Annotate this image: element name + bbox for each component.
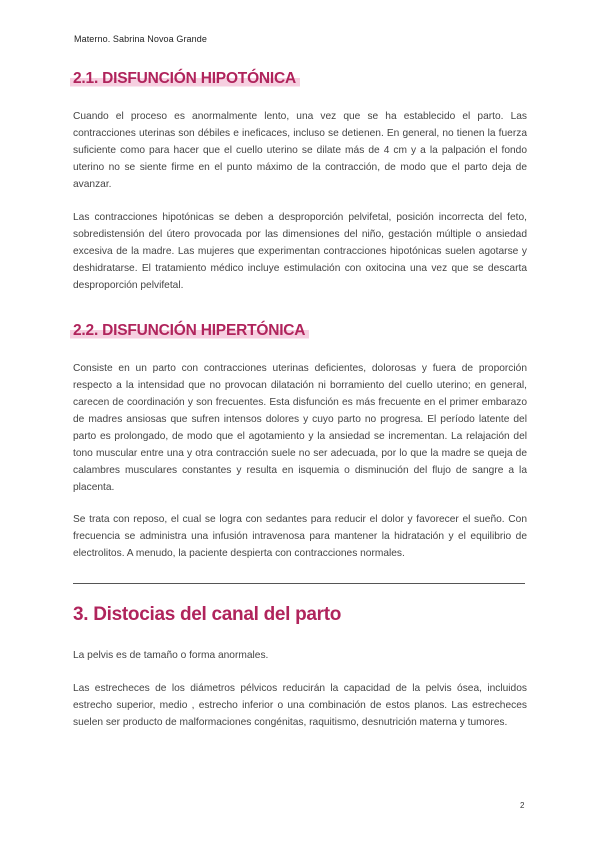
paragraph: Se trata con reposo, el cual se logra con sedantes para reducir el dolor y favorecer el sueño. Con frecuencia se administra una infusión intravenosa para mantener la hidratación y el equilibrio de electrolitos. A menudo, la paciente despierta con contracciones normales. — [73, 514, 527, 559]
paragraph: Las estrecheces de los diámetros pélvicos reducirán la capacidad de la pelvis ósea, incluidos estrecho superior, medio , estrecho inferior o una combinación de estos planos. Las estrecheces suelen ser producto de malformaciones congénitas, raquitismo, desnutrición materna y tumores. — [73, 683, 527, 728]
paragraph: Cuando el proceso es anormalmente lento, una vez que se ha establecido el parto. Las contracciones uterinas son débiles e ineficaces, incluso se detienen. En general, no tienen la fuerza suficiente como para hacer que el cuello uterino se dilate más de 4 cm y a la palpación el fondo uterino no se siente firme en el punto máximo de la contracción, de modo que el parto deja de avanzar. — [73, 111, 527, 190]
page-number: 2 — [520, 801, 525, 810]
paragraph: La pelvis es de tamaño o forma anormales. — [73, 650, 269, 661]
page-header: Materno. Sabrina Novoa Grande — [74, 34, 207, 44]
section-title-hipertonica: 2.2. DISFUNCIÓN HIPERTÓNICA — [70, 322, 309, 340]
chapter-title: 3. Distocias del canal del parto — [73, 604, 342, 625]
section-title-hipotonica: 2.1. DISFUNCIÓN HIPOTÓNICA — [70, 70, 300, 88]
horizontal-divider — [73, 583, 525, 584]
paragraph: Las contracciones hipotónicas se deben a desproporción pelvifetal, posición incorrecta del feto, sobredistensión del útero provocada por las dimensiones del niño, gestación múltiple o ansiedad excesiva de la madre. Las mujeres que experimentan contracciones hipotónicas suelen agotarse y deshidratarse. El tratamiento médico incluye estimulación con oxitocina una vez que se descarta desproporción pelvifetal. — [73, 212, 527, 291]
paragraph: Consiste en un parto con contracciones uterinas deficientes, dolorosas y fuera de proporción respecto a la intensidad que no provocan dilatación ni borramiento del cuello uterino; en general, carecen de coordinación y son frecuentes. Esta disfunción es más frecuente en el primer embarazo de madres ansiosas que sufren intensos dolores y cuyo parto no progresa. El período latente del parto es prolongado, de modo que el agotamiento y la ansiedad se incrementan. La relajación del tono muscular entre una y otra contracción suele no ser adecuada, por lo que la madre se queja de calambres musculares constantes y resulta en isquemia o disminución del flujo de sangre a la placenta. — [73, 363, 527, 493]
